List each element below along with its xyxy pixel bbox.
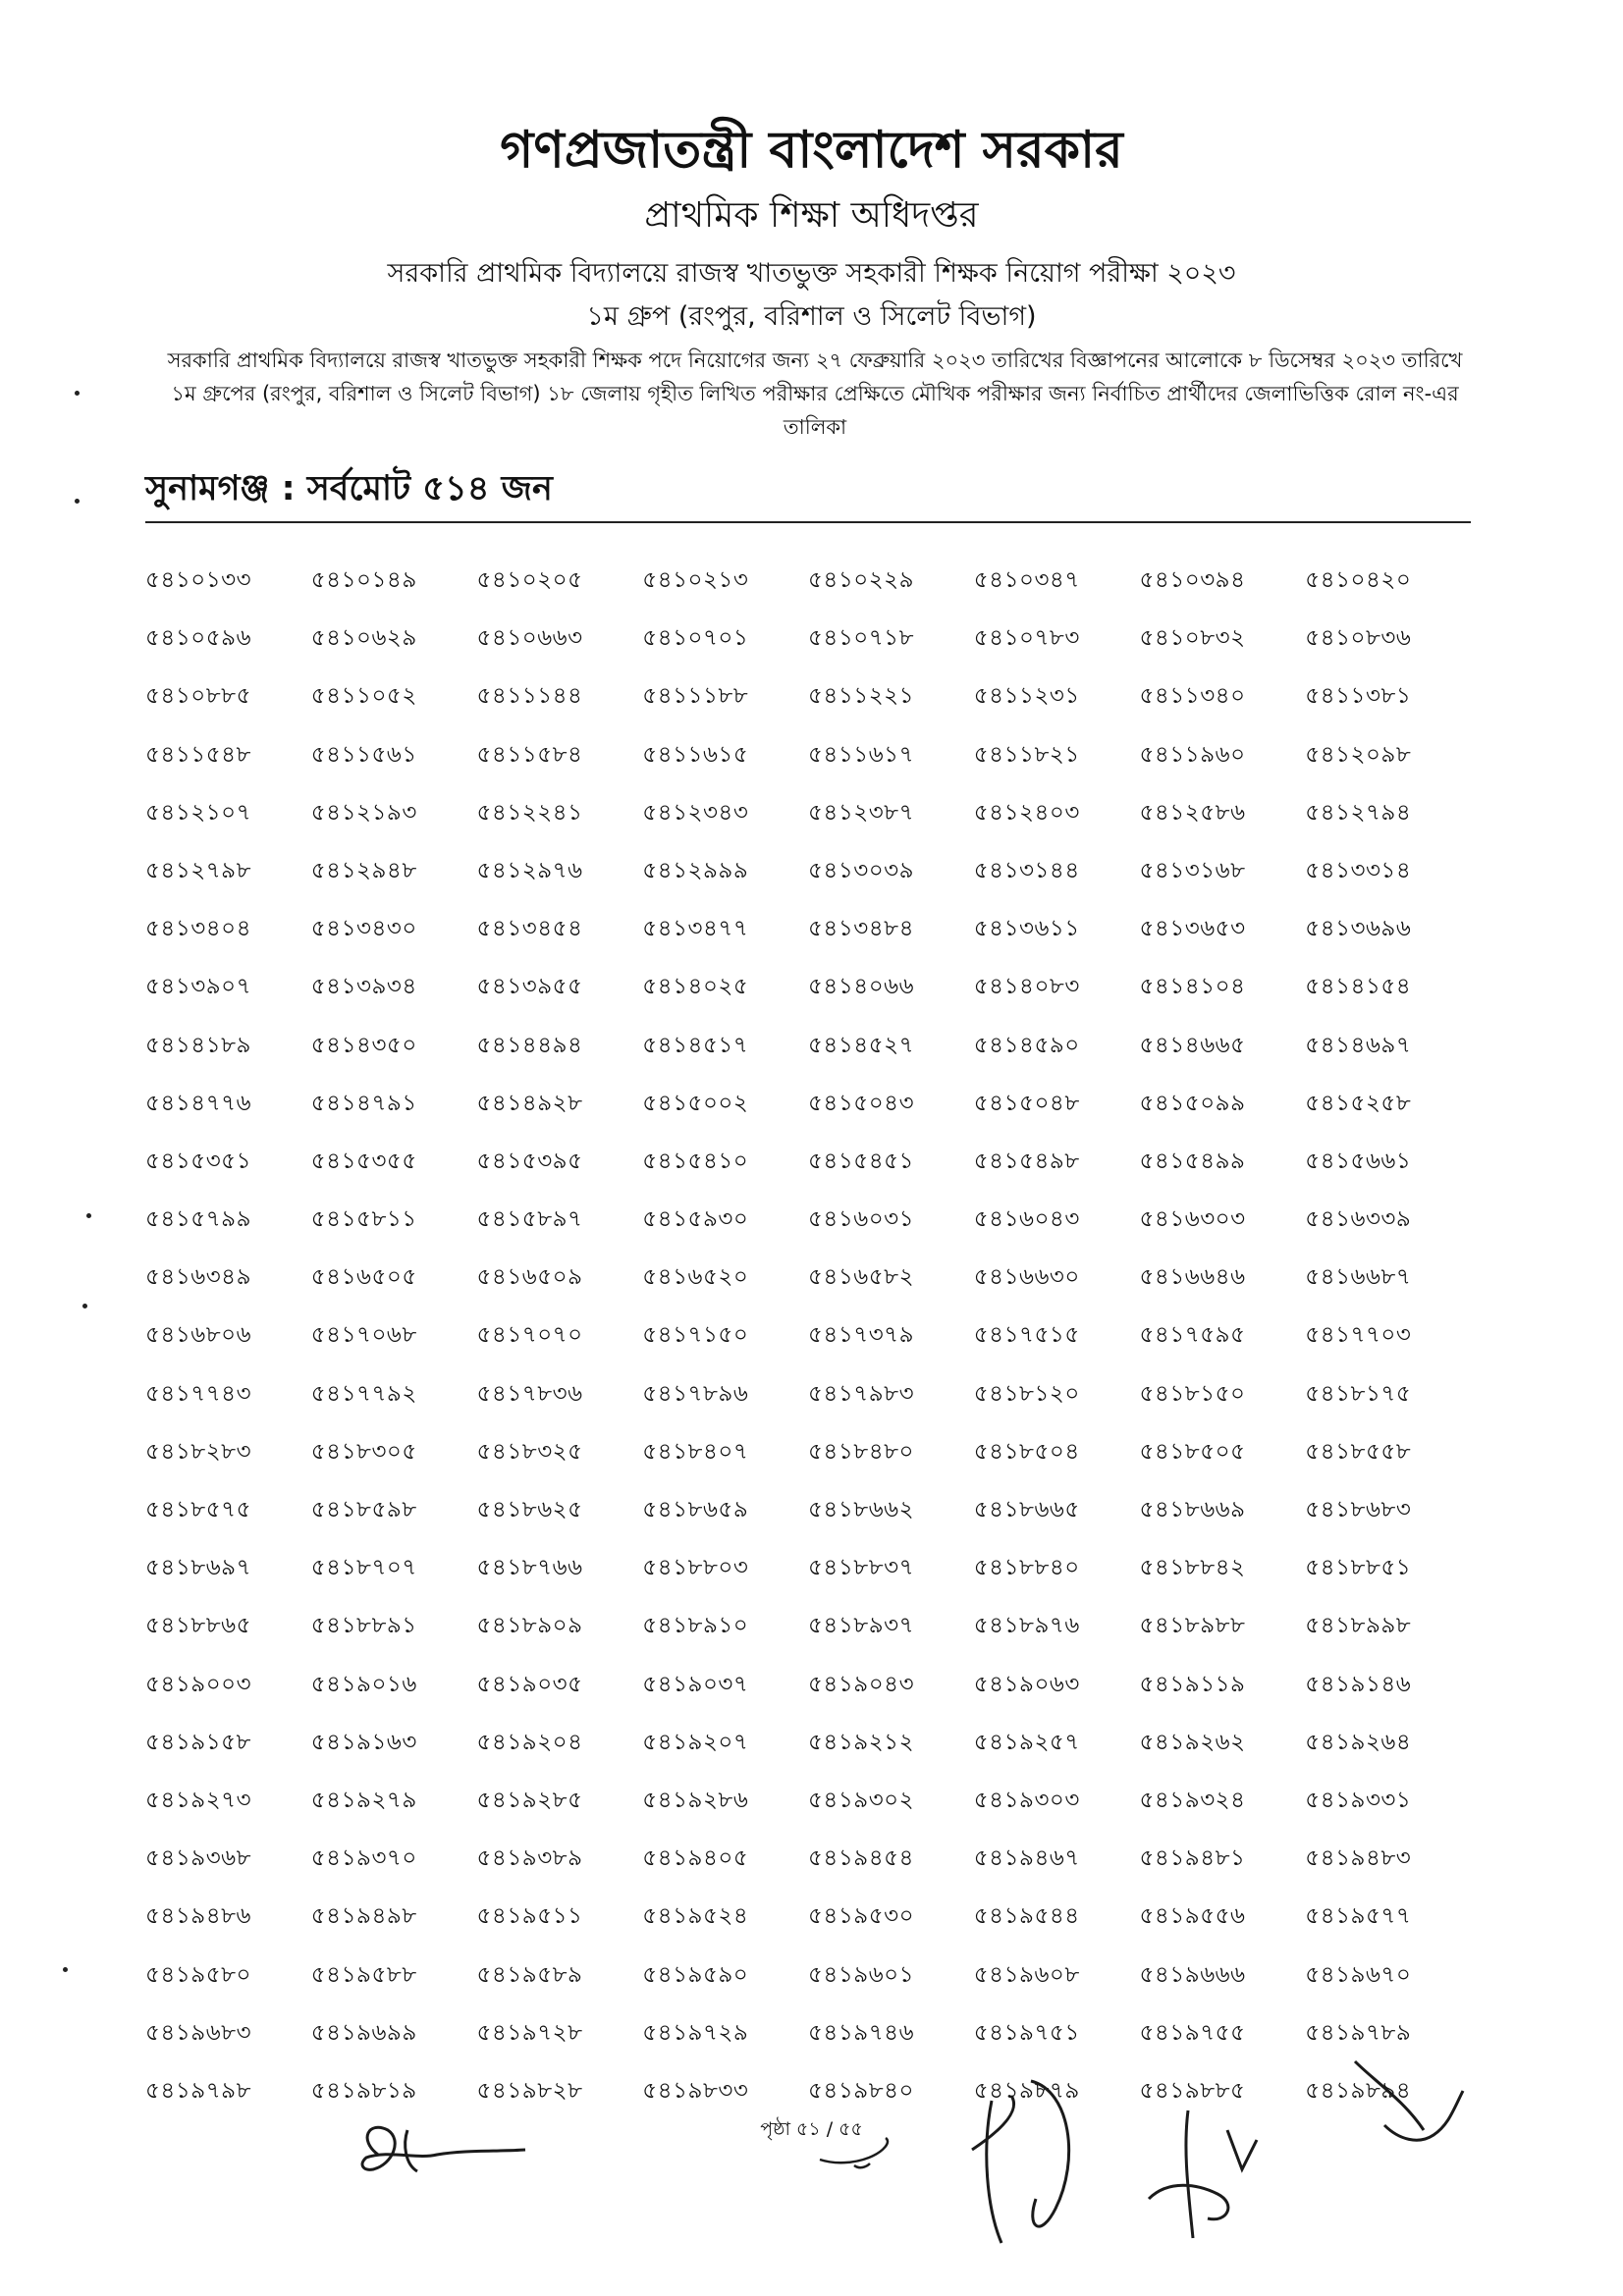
roll-number-cell: ৫৪১১১৮৮ xyxy=(642,683,749,710)
roll-number-cell: ৫৪১০৪২০ xyxy=(1305,567,1412,593)
roll-number-cell: ৫৪১৫০৪৮ xyxy=(973,1090,1080,1116)
roll-number-cell: ৫৪১৮৫৯৮ xyxy=(310,1497,417,1522)
roll-number-cell: ৫৪১৩১৪৪ xyxy=(973,857,1080,883)
roll-number-cell: ৫৪১৩০৩৯ xyxy=(808,857,915,883)
roll-number-cell: ৫৪১৫৪১০ xyxy=(642,1148,749,1174)
roll-number-cell: ৫৪১৮৬৬২ xyxy=(808,1497,915,1522)
roll-number-cell: ৫৪১২৪০৩ xyxy=(973,799,1080,826)
roll-number-cell: ৫৪১৫৯৩০ xyxy=(642,1206,749,1233)
margin-speck xyxy=(75,499,80,504)
roll-number-cell: ৫৪১৯৪৯৮ xyxy=(310,1903,417,1930)
roll-number-cell: ৫৪১৬৩৪৯ xyxy=(145,1264,252,1291)
roll-number-cell: ৫৪১৭৮৩৬ xyxy=(476,1380,583,1407)
roll-number-cell: ৫৪১১১৪৪ xyxy=(476,683,583,710)
roll-number-cell: ৫৪১৯০৩৭ xyxy=(642,1671,749,1697)
government-title: গণপ্রজাতন্ত্রী বাংলাদেশ সরকার xyxy=(500,120,1123,180)
margin-speck xyxy=(63,1967,68,1972)
roll-number-cell: ৫৪১১৮২১ xyxy=(973,741,1080,768)
roll-number-cell: ৫৪১৯৬৮৩ xyxy=(145,2019,252,2046)
roll-number-cell: ৫৪১৬৮০৬ xyxy=(145,1322,252,1349)
roll-number-cell: ৫৪১২৯৪৮ xyxy=(310,857,417,883)
roll-number-cell: ৫৪১৮৬৬৯ xyxy=(1139,1497,1246,1522)
roll-number-cell: ৫৪১২১০৭ xyxy=(145,799,252,826)
roll-number-cell: ৫৪১৯২৭৯ xyxy=(310,1787,417,1813)
roll-number-cell: ৫৪১৫৮১১ xyxy=(310,1206,417,1233)
roll-number-cell: ৫৪১০৩৪৭ xyxy=(973,567,1080,593)
roll-number-cell: ৫৪১৯১৫৮ xyxy=(145,1729,251,1755)
roll-number-cell: ৫৪১৯৭২৯ xyxy=(642,2019,749,2046)
roll-number-cell: ৫৪১৪৭৯১ xyxy=(310,1090,417,1116)
roll-number-cell: ৫৪১০২১৩ xyxy=(642,567,749,593)
roll-number-cell: ৫৪১৯৭৫১ xyxy=(973,2019,1080,2046)
roll-number-cell: ৫৪১৯২৫৭ xyxy=(973,1729,1080,1755)
roll-number-cell: ৫৪১৯৭৯৮ xyxy=(145,2077,252,2104)
roll-number-cell: ৫৪১৭৭০৩ xyxy=(1305,1322,1412,1349)
roll-number-table xyxy=(145,561,1471,2130)
roll-number-cell: ৫৪১৬৬৩০ xyxy=(973,1264,1080,1291)
roll-number-cell: ৫৪১৯২৬৪ xyxy=(1305,1729,1412,1755)
roll-number-cell: ৫৪১৭০৭০ xyxy=(476,1322,583,1349)
roll-number-cell: ৫৪১২০৯৮ xyxy=(1305,741,1412,768)
roll-number-cell: ৫৪১৯৮৪০ xyxy=(808,2077,915,2104)
roll-number-cell: ৫৪১৮৫৭৫ xyxy=(145,1497,252,1522)
roll-number-cell: ৫৪১৮২৮৩ xyxy=(145,1438,252,1465)
roll-number-cell: ৫৪১৪৫৯০ xyxy=(973,1032,1080,1058)
roll-number-cell: ৫৪১৮৫০৫ xyxy=(1139,1438,1246,1465)
roll-number-cell: ৫৪১৯৩৮৯ xyxy=(476,1845,583,1872)
roll-number-cell: ৫৪১৮৬৬৫ xyxy=(973,1497,1080,1522)
roll-number-cell: ৫৪১০১৩৩ xyxy=(145,567,252,593)
roll-number-cell: ৫৪১৫৬৬১ xyxy=(1305,1148,1412,1174)
roll-number-cell: ৫৪১৮১৭৫ xyxy=(1305,1380,1412,1407)
roll-number-cell: ৫৪১৮৮৪০ xyxy=(973,1555,1080,1581)
signature-4 xyxy=(1129,2101,1276,2248)
margin-speck xyxy=(82,1304,87,1308)
roll-number-cell: ৫৪১৩৬৫৩ xyxy=(1139,916,1246,942)
roll-number-cell: ৫৪১৩৩১৪ xyxy=(1305,857,1412,883)
roll-number-cell: ৫৪১৩৯৫৫ xyxy=(476,974,583,1000)
roll-number-cell: ৫৪১৮৬৯৭ xyxy=(145,1555,252,1581)
roll-number-cell: ৫৪১৭৭৯২ xyxy=(310,1380,417,1407)
roll-number-cell: ৫৪১৫৪৫১ xyxy=(808,1148,914,1174)
roll-number-cell: ৫৪১৮৭৬৬ xyxy=(476,1555,583,1581)
roll-number-cell: ৫৪১৭১৫০ xyxy=(642,1322,749,1349)
roll-number-cell: ৫৪১৯৮৮৫ xyxy=(1139,2077,1246,2104)
roll-number-cell: ৫৪১৯২৭৩ xyxy=(145,1787,252,1813)
roll-number-cell: ৫৪১৯৩০৩ xyxy=(973,1787,1080,1813)
roll-number-cell: ৫৪১৭৩৭৯ xyxy=(808,1322,915,1349)
roll-number-cell: ৫৪১৯৮৯৪ xyxy=(1305,2077,1412,2104)
roll-number-cell: ৫৪১৯৫৭৭ xyxy=(1305,1903,1412,1930)
roll-number-cell: ৫৪১৪৬৬৫ xyxy=(1139,1032,1246,1058)
roll-number-cell: ৫৪১১২৩১ xyxy=(973,683,1080,710)
roll-number-cell: ৫৪১৯৬০১ xyxy=(808,1961,915,1988)
roll-number-cell: ৫৪১৯২০৭ xyxy=(642,1729,749,1755)
roll-number-cell: ৫৪১০৮৩২ xyxy=(1139,625,1246,652)
roll-number-cell: ৫৪১৯৬৬৬ xyxy=(1139,1961,1246,1988)
roll-number-cell: ৫৪১৯৪০৫ xyxy=(642,1845,749,1872)
roll-number-cell: ৫৪১৩৪৫৪ xyxy=(476,916,583,942)
roll-number-cell: ৫৪১১২২১ xyxy=(808,683,915,710)
roll-number-cell: ৫৪১৬৬৮৭ xyxy=(1305,1264,1412,1291)
roll-number-cell: ৫৪১৮১৫০ xyxy=(1139,1380,1246,1407)
roll-number-cell: ৫৪১৭৫১৫ xyxy=(973,1322,1080,1349)
roll-number-cell: ৫৪১৮৮০৩ xyxy=(642,1555,749,1581)
roll-number-cell: ৫৪১৯৫২৪ xyxy=(642,1903,749,1930)
roll-number-cell: ৫৪১২৫৮৬ xyxy=(1139,799,1246,826)
roll-number-cell: ৫৪১৫৭৯৯ xyxy=(145,1206,252,1233)
roll-number-cell: ৫৪১৯৪৮৩ xyxy=(1305,1845,1412,1872)
roll-number-cell: ৫৪১০২০৫ xyxy=(476,567,583,593)
roll-number-cell: ৫৪১৩৪০৪ xyxy=(145,916,252,942)
divider xyxy=(145,521,1471,523)
roll-number-cell: ৫৪১৬৬৪৬ xyxy=(1139,1264,1246,1291)
roll-number-cell: ৫৪১৬৫০৫ xyxy=(310,1264,417,1291)
roll-number-cell: ৫৪১৩৬৯৬ xyxy=(1305,916,1412,942)
roll-number-cell: ৫৪১৮৫০৪ xyxy=(973,1438,1080,1465)
signature-3 xyxy=(962,2071,1100,2258)
roll-number-cell: ৫৪১৫০৪৩ xyxy=(808,1090,915,1116)
roll-number-cell: ৫৪১২১৯৩ xyxy=(310,799,417,826)
district-heading: সুনামগঞ্জ : সর্বমোট ৫১৪ জন xyxy=(145,469,553,508)
roll-number-cell: ৫৪১৮৯১০ xyxy=(642,1613,749,1639)
roll-number-cell: ৫৪১৮৬৮৩ xyxy=(1305,1497,1412,1522)
roll-number-cell: ৫৪১৯০১৬ xyxy=(310,1671,417,1697)
roll-number-cell: ৫৪১০৬৬৩ xyxy=(476,625,583,652)
roll-number-cell: ৫৪১৯২১২ xyxy=(808,1729,915,1755)
roll-number-cell: ৫৪১৯৩৭০ xyxy=(310,1845,417,1872)
signature-1 xyxy=(349,2110,535,2189)
roll-number-cell: ৫৪১৪৫২৭ xyxy=(808,1032,915,1058)
margin-speck xyxy=(75,391,80,396)
roll-number-cell: ৫৪১০৫৯৬ xyxy=(145,625,252,652)
roll-number-cell: ৫৪১৫৩৫১ xyxy=(145,1148,252,1174)
roll-number-cell: ৫৪১৮৯৯৮ xyxy=(1305,1613,1412,1639)
roll-number-cell: ৫৪১২৯৭৬ xyxy=(476,857,583,883)
roll-number-cell: ৫৪১৮৯৩৭ xyxy=(808,1613,915,1639)
roll-number-cell: ৫৪১৯১৬৩ xyxy=(310,1729,417,1755)
roll-number-cell: ৫৪১৮৬২৫ xyxy=(476,1497,583,1522)
roll-number-cell: ৫৪১৯৩০২ xyxy=(808,1787,915,1813)
roll-number-cell: ৫৪১১৯৬০ xyxy=(1139,741,1246,768)
roll-number-cell: ৫৪১৮১২০ xyxy=(973,1380,1080,1407)
roll-number-cell: ৫৪১৮৪০৭ xyxy=(642,1438,749,1465)
roll-number-cell: ৫৪১৯৩৩১ xyxy=(1305,1787,1412,1813)
roll-number-cell: ৫৪১৯৭৪৬ xyxy=(808,2019,915,2046)
roll-number-cell: ৫৪১০৭০১ xyxy=(642,625,749,652)
roll-number-cell: ৫৪১৫৩৯৫ xyxy=(476,1148,583,1174)
roll-number-cell: ৫৪১০৩৯৪ xyxy=(1139,567,1246,593)
roll-number-cell: ৫৪১৯৫৮০ xyxy=(145,1961,252,1988)
roll-number-cell: ৫৪১০৭৮৩ xyxy=(973,625,1080,652)
roll-number-cell: ৫৪১৯০৬৩ xyxy=(973,1671,1080,1697)
roll-number-cell: ৫৪১৪০২৫ xyxy=(642,974,749,1000)
roll-number-cell: ৫৪১২৭৯৮ xyxy=(145,857,252,883)
roll-number-cell: ৫৪১৮৭০৭ xyxy=(310,1555,417,1581)
roll-number-cell: ৫৪১৪০৬৬ xyxy=(808,974,915,1000)
roll-number-cell: ৫৪১৮৮৫১ xyxy=(1305,1555,1412,1581)
roll-number-cell: ৫৪১৪১৫৪ xyxy=(1305,974,1412,1000)
roll-number-cell: ৫৪১৩৪৭৭ xyxy=(642,916,749,942)
roll-number-cell: ৫৪১৯৫৫৬ xyxy=(1139,1903,1246,1930)
roll-number-cell: ৫৪১৯২০৪ xyxy=(476,1729,583,1755)
roll-number-cell: ৫৪১৯২৬২ xyxy=(1139,1729,1246,1755)
roll-number-cell: ৫৪১৭৮৯৬ xyxy=(642,1380,749,1407)
roll-number-cell: ৫৪১৭০৬৮ xyxy=(310,1322,417,1349)
signature-2 xyxy=(815,2130,903,2179)
roll-number-cell: ৫৪১৯৮৭৯ xyxy=(973,2077,1080,2104)
roll-number-cell: ৫৪১৯৮২৮ xyxy=(476,2077,583,2104)
roll-number-cell: ৫৪১৭৭৪৩ xyxy=(145,1380,252,1407)
roll-number-cell: ৫৪১১৫৮৪ xyxy=(476,741,583,768)
roll-number-cell: ৫৪১৪৫১৭ xyxy=(642,1032,749,1058)
roll-number-cell: ৫৪১৫২৫৮ xyxy=(1305,1090,1412,1116)
roll-number-cell: ৫৪১৪৬৯৭ xyxy=(1305,1032,1412,1058)
roll-number-cell: ৫৪১১৫৬১ xyxy=(310,741,417,768)
roll-number-cell: ৫৪১১০৫২ xyxy=(310,683,417,710)
signature-5 xyxy=(1345,2042,1483,2169)
roll-number-cell: ৫৪১৮৩০৫ xyxy=(310,1438,417,1465)
department-title: প্রাথমিক শিক্ষা অধিদপ্তর xyxy=(644,195,979,236)
roll-number-cell: ৫৪১৫৪৯৮ xyxy=(973,1148,1080,1174)
roll-number-cell: ৫৪১৬০৩১ xyxy=(808,1206,915,1233)
roll-number-cell: ৫৪১০৮৮৫ xyxy=(145,683,252,710)
roll-number-cell: ৫৪১৩১৬৮ xyxy=(1139,857,1246,883)
roll-number-cell: ৫৪১৬০৪৩ xyxy=(973,1206,1080,1233)
roll-number-cell: ৫৪১৯৮৩৩ xyxy=(642,2077,749,2104)
roll-number-cell: ৫৪১০২২৯ xyxy=(808,567,915,593)
exam-title: সরকারি প্রাথমিক বিদ্যালয়ে রাজস্ব খাতভুক্ত সহকারী শিক্ষক নিয়োগ পরীক্ষা ২০২৩ xyxy=(387,258,1236,289)
roll-number-cell: ৫৪১৯৭৮৯ xyxy=(1305,2019,1412,2046)
roll-number-cell: ৫৪১৯৫৩০ xyxy=(808,1903,915,1930)
roll-number-cell: ৫৪১৪১০৪ xyxy=(1139,974,1246,1000)
roll-number-cell: ৫৪১৫০০২ xyxy=(642,1090,749,1116)
roll-number-cell: ৫৪১৪৭৭৬ xyxy=(145,1090,252,1116)
margin-speck xyxy=(86,1213,91,1218)
roll-number-cell: ৫৪১৯০৩৫ xyxy=(476,1671,583,1697)
roll-number-cell: ৫৪১১৩৪০ xyxy=(1139,683,1246,710)
roll-number-cell: ৫৪১৭৫৯৫ xyxy=(1139,1322,1246,1349)
roll-number-cell: ৫৪১৯৬০৮ xyxy=(973,1961,1080,1988)
roll-number-cell: ৫৪১৯৫৮৯ xyxy=(476,1961,583,1988)
roll-number-cell: ৫৪১২৯৯৯ xyxy=(642,857,749,883)
roll-number-cell: ৫৪১৪৪৯৪ xyxy=(476,1032,583,1058)
roll-number-cell: ৫৪১২৩৪৩ xyxy=(642,799,749,826)
roll-number-cell: ৫৪১২৩৮৭ xyxy=(808,799,915,826)
roll-number-cell: ৫৪১৮৮৩৭ xyxy=(808,1555,915,1581)
roll-number-cell: ৫৪১৬৩৩৯ xyxy=(1305,1206,1412,1233)
roll-number-cell: ৫৪১৪৩৫০ xyxy=(310,1032,417,1058)
roll-number-cell: ৫৪১১৬১৫ xyxy=(642,741,749,768)
roll-number-cell: ৫৪১০৮৩৬ xyxy=(1305,625,1412,652)
roll-number-cell: ৫৪১৫৩৫৫ xyxy=(310,1148,417,1174)
roll-number-cell: ৫৪১৫৮৯৭ xyxy=(476,1206,583,1233)
roll-number-cell: ৫৪১১৬১৭ xyxy=(808,741,915,768)
roll-number-cell: ৫৪১০১৪৯ xyxy=(310,567,417,593)
roll-number-cell: ৫৪১৮৮৯১ xyxy=(310,1613,417,1639)
roll-number-cell: ৫৪১৯৬৯৯ xyxy=(310,2019,417,2046)
roll-number-cell: ৫৪১৩৬১১ xyxy=(973,916,1080,942)
roll-number-cell: ৫৪১৯৫৮৮ xyxy=(310,1961,417,1988)
roll-number-cell: ৫৪১৮৬৫৯ xyxy=(642,1497,749,1522)
roll-number-cell: ৫৪১১৫৪৮ xyxy=(145,741,251,768)
roll-number-cell: ৫৪১৩৯৩৪ xyxy=(310,974,417,1000)
roll-number-cell: ৫৪১৮৮৪২ xyxy=(1139,1555,1246,1581)
roll-number-cell: ৫৪১৯২৮৫ xyxy=(476,1787,583,1813)
roll-number-cell: ৫৪১৯১১৯ xyxy=(1139,1671,1246,1697)
roll-number-cell: ৫৪১২৭৯৪ xyxy=(1305,799,1412,826)
roll-number-cell: ৫৪১৯৪৬৭ xyxy=(973,1845,1080,1872)
page-number: পৃষ্ঠা ৫১ / ৫৫ xyxy=(760,2118,863,2140)
roll-number-cell: ৫৪১৮৮৬৫ xyxy=(145,1613,252,1639)
roll-number-cell: ৫৪১৬৫২০ xyxy=(642,1264,749,1291)
roll-number-cell: ৫৪১২২৪১ xyxy=(476,799,583,826)
roll-number-cell: ৫৪১৪০৮৩ xyxy=(973,974,1080,1000)
roll-number-cell: ৫৪১৯১৪৬ xyxy=(1305,1671,1412,1697)
roll-number-cell: ৫৪১৯৭৫৫ xyxy=(1139,2019,1246,2046)
roll-number-cell: ৫৪১৩৪৩০ xyxy=(310,916,417,942)
roll-number-cell: ৫৪১৫০৯৯ xyxy=(1139,1090,1246,1116)
roll-number-cell: ৫৪১১৩৮১ xyxy=(1305,683,1412,710)
roll-number-cell: ৫৪১৯৫৪৪ xyxy=(973,1903,1080,1930)
roll-number-cell: ৫৪১০৬২৯ xyxy=(310,625,417,652)
roll-number-cell: ৫৪১৯৪৮৬ xyxy=(145,1903,252,1930)
roll-number-cell: ৫৪১৯৬৭০ xyxy=(1305,1961,1412,1988)
roll-number-cell: ৫৪১৮৪৮০ xyxy=(808,1438,915,1465)
roll-number-cell: ৫৪১৮৯৭৬ xyxy=(973,1613,1080,1639)
roll-number-cell: ৫৪১৬৫০৯ xyxy=(476,1264,583,1291)
roll-number-cell: ৫৪১০৭১৮ xyxy=(808,625,915,652)
roll-number-cell: ৫৪১৯২৮৬ xyxy=(642,1787,749,1813)
roll-number-cell: ৫৪১৮৯০৯ xyxy=(476,1613,583,1639)
roll-number-cell: ৫৪১৯৭২৮ xyxy=(476,2019,583,2046)
roll-number-cell: ৫৪১৪৯২৮ xyxy=(476,1090,583,1116)
roll-number-cell: ৫৪১৯৫১১ xyxy=(476,1903,583,1930)
roll-number-cell: ৫৪১৮৯৮৮ xyxy=(1139,1613,1246,1639)
notice-description: সরকারি প্রাথমিক বিদ্যালয়ে রাজস্ব খাতভুক্ত সহকারী শিক্ষক পদে নিয়োগের জন্য ২৭ ফেব্রুয়ারি ২০২৩ তারিখের বিজ্ঞাপনের আলোকে ৮ ডিসেম্বর ২০২৩ তারিখে ১ম গ্রুপের (রংপুর, বরিশাল ও সিলেট বিভাগ) ১৮ জেলায় গৃহীত লিখিত পরীক্ষার প্রেক্ষিতে মৌখিক পরীক্ষার জন্য নির্বাচিত প্রার্থীদের জেলাভিত্তিক রোল নং-এর তালিকা xyxy=(167,348,1463,439)
roll-number-cell: ৫৪১৪১৮৯ xyxy=(145,1032,251,1058)
roll-number-cell: ৫৪১৯০০৩ xyxy=(145,1671,252,1697)
roll-number-cell: ৫৪১৬৫৮২ xyxy=(808,1264,915,1291)
roll-number-cell: ৫৪১৯৪৫৪ xyxy=(808,1845,914,1872)
roll-number-cell: ৫৪১৭৯৮৩ xyxy=(808,1380,915,1407)
group-title: ১ম গ্রুপ (রংপুর, বরিশাল ও সিলেট বিভাগ) xyxy=(586,301,1037,332)
roll-number-cell: ৫৪১৮৫৫৮ xyxy=(1305,1438,1412,1465)
roll-number-cell: ৫৪১৬৩০৩ xyxy=(1139,1206,1246,1233)
roll-number-cell: ৫৪১৯৫৯০ xyxy=(642,1961,749,1988)
roll-number-cell: ৫৪১৯০৪৩ xyxy=(808,1671,915,1697)
roll-number-cell: ৫৪১৯৪৮১ xyxy=(1139,1845,1246,1872)
roll-number-cell: ৫৪১৮৩২৫ xyxy=(476,1438,583,1465)
roll-number-cell: ৫৪১৩৯০৭ xyxy=(145,974,252,1000)
roll-number-cell: ৫৪১৩৪৮৪ xyxy=(808,916,915,942)
roll-number-cell: ৫৪১৯৩৬৮ xyxy=(145,1845,252,1872)
roll-number-cell: ৫৪১৯৮১৯ xyxy=(310,2077,417,2104)
roll-number-cell: ৫৪১৫৪৯৯ xyxy=(1139,1148,1246,1174)
roll-number-cell: ৫৪১৯৩২৪ xyxy=(1139,1787,1246,1813)
